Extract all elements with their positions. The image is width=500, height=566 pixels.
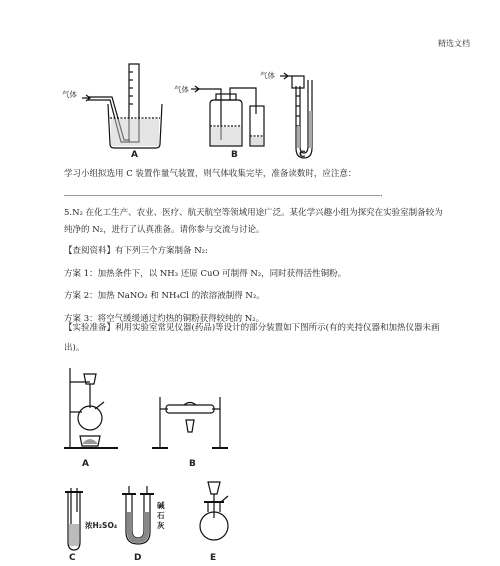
d-reagent-label-3: 灰 — [157, 521, 165, 530]
info-title: 【查阅资料】有下列三个方案制备 N₂: — [64, 246, 208, 256]
setup-e — [200, 482, 228, 540]
bottom-label-c: C — [69, 553, 76, 563]
burette-liquid-left — [297, 126, 300, 148]
gas-label-c: 气体 — [260, 71, 275, 80]
answer-blank — [64, 195, 380, 196]
answer-blank-end: . — [380, 189, 383, 198]
setup-b — [152, 397, 228, 448]
figure-label-c: C — [299, 150, 306, 160]
setup-d — [122, 486, 154, 544]
lamp-flame — [82, 439, 98, 444]
gas-label-a: 气体 — [62, 90, 77, 99]
bottom-label-e: E — [210, 553, 217, 563]
u-tube-fill — [127, 512, 149, 543]
bottom-label-b: B — [189, 459, 196, 469]
bottom-label-d: D — [134, 553, 142, 563]
bottom-apparatus-figure — [62, 362, 252, 566]
plan-2: 方案 2：加热 NaNO₂ 和 NH₄Cl 的浓溶液制得 N₂。 — [64, 291, 265, 301]
test-tube-liquid — [69, 524, 79, 546]
d-reagent-label-2: 石 — [157, 511, 165, 520]
plan-3: 方案 3：将空气缓缓通过灼热的铜粉获得较纯的 N₂。 — [64, 314, 265, 324]
cylinder-liquid — [251, 137, 263, 145]
beaker-liquid — [111, 119, 159, 146]
bottle-liquid — [211, 127, 241, 145]
q5-line-1: 5.N₂ 在化工生产、农业、医疗、航天航空等领域用途广泛。某化学兴趣小组为探究在实验室制备较为 — [64, 208, 443, 218]
prep-line-2: 出)。 — [64, 343, 85, 353]
top-apparatus-figure — [58, 56, 348, 164]
gas-label-b: 气体 — [174, 85, 189, 94]
c-reagent-label: 浓H₂SO₄ — [85, 521, 118, 530]
header-tag: 精选文档 — [438, 39, 470, 48]
apparatus-c — [280, 73, 312, 158]
figure-label-b: B — [231, 150, 238, 160]
q5-line-2: 纯净的 N₂，进行了认真准备。请你参与交流与讨论。 — [64, 225, 265, 235]
question-line-1: 学习小组拟选用 C 装置作量气装置，则气体收集完毕，准备读数时，应注意： — [64, 169, 357, 179]
figure-label-a: A — [131, 150, 138, 160]
plan-1: 方案 1：加热条件下，以 NH₃ 还原 CuO 可制得 N₂，同时获得活性铜粉。 — [64, 269, 347, 279]
d-reagent-label-1: 碱 — [157, 501, 165, 510]
prep-line-1: 【实验准备】利用实验室常见仪器(药品)等设计的部分装置如下图所示(有的夹持仪器和加热仪器未画 — [64, 323, 440, 333]
setup-a — [64, 368, 118, 448]
bottom-label-a: A — [82, 459, 89, 469]
burette-liquid-right — [309, 111, 312, 148]
